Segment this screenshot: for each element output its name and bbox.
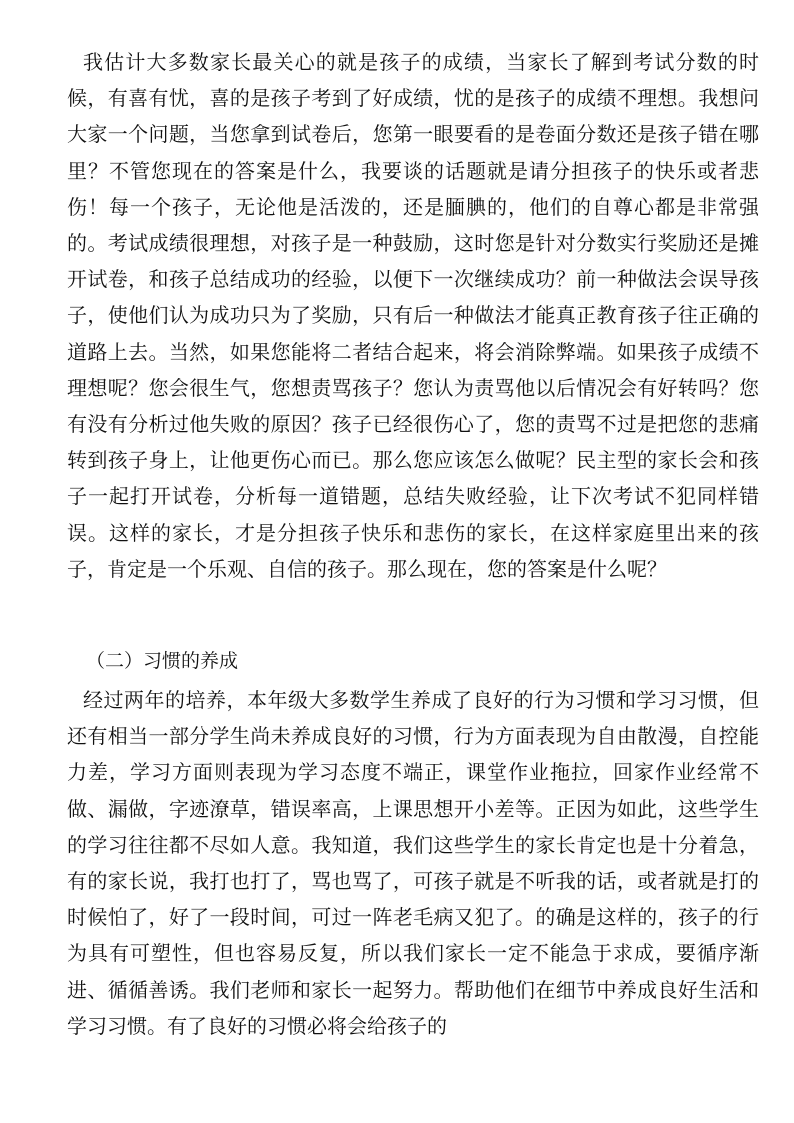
body-paragraph-habits: 经过两年的培养，本年级大多数学生养成了良好的行为习惯和学习习惯，但还有相当一部分学生尚未养成良好的习惯，行为方面表现为自由散漫，自控能力差，学习方面则表现为学习态度不端正，课堂作业拖拉，回家作业经常不做、漏做，字迹潦草，错误率高，上课思想开小差等。正因为如此，这些学生的学习往往都不尽如人意。我知道，我们这些学生的家长肯定也是十分着急，有的家长说，我打也打了，骂也骂了，可孩子就是不听我的话，或者就是打的时候怕了，好了一段时间，可过一阵老毛病又犯了。的确是这样的，孩子的行为具有可塑性，但也容易反复，所以我们家长一定不能急于求成，要循序渐进、循循善诱。我们老师和家长一起努力。帮助他们在细节中养成良好生活和学习习惯。有了良好的习惯必将会给孩子的	[67, 688, 759, 1038]
body-paragraph-exam-results: 我估计大多数家长最关心的就是孩子的成绩，当家长了解到考试分数的时候，有喜有忧，喜的是孩子考到了好成绩，忧的是孩子的成绩不理想。我想问大家一个问题，当您拿到试卷后，您第一眼要看的是卷面分数还是孩子错在哪里？不管您现在的答案是什么，我要谈的话题就是请分担孩子的快乐或者悲伤！每一个孩子，无论他是活泼的，还是腼腆的，他们的自尊心都是非常强的。考试成绩很理想，对孩子是一种鼓励，这时您是针对分数实行奖励还是摊开试卷，和孩子总结成功的经验，以便下一次继续成功？前一种做法会误导孩子，使他们认为成功只为了奖励，只有后一种做法才能真正教育孩子往正确的道路上去。当然，如果您能将二者结合起来，将会消除弊端。如果孩子成绩不理想呢？您会很生气，您想责骂孩子？您认为责骂他以后情况会有好转吗？您有没有分析过他失败的原因？孩子已经很伤心了，您的责骂不过是把您的悲痛转到孩子身上，让他更伤心而已。那么您应该怎么做呢？民主型的家长会和孩子一起打开试卷，分析每一道错题，总结失败经验，让下次考试不犯同样错误。这样的家长，才是分担孩子快乐和悲伤的家长，在这样家庭里出来的孩子，肯定是一个乐观、自信的孩子。那么现在，您的答案是什么呢？	[67, 50, 759, 581]
section-heading-habit-formation: （二）习惯的养成	[86, 650, 239, 672]
